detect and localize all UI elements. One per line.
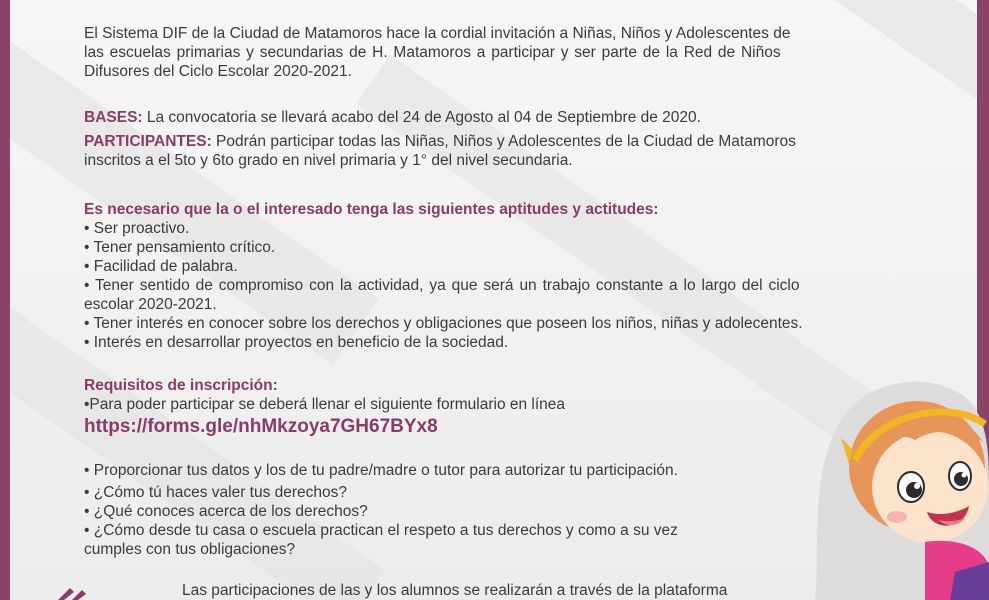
question-item: • ¿Cómo desde tu casa o escuela practican el respeto a tus derechos y como a su vez bbox=[84, 522, 678, 539]
aptitudes-heading: Es necesario que la o el interesado tenga las siguientes aptitudes y actitudes: bbox=[84, 201, 659, 218]
form-link[interactable]: https://forms.gle/nhMkzoya7GH67BYx8 bbox=[84, 416, 438, 437]
aptitude-item: • Tener interés en conocer sobre los derechos y obligaciones que poseen los niños, niñas y adolecentes. bbox=[84, 315, 803, 332]
question-item: • ¿Cómo tú haces valer tus derechos? bbox=[84, 484, 348, 501]
aptitude-item: • Ser proactivo. bbox=[84, 220, 190, 237]
questions-section bbox=[84, 461, 824, 559]
footer-line: Las participaciones de las y los alumnos se realizarán a través de la plataforma bbox=[182, 582, 728, 599]
partial-logo-icon bbox=[52, 584, 92, 600]
bases-text: La convocatoria se llevará acabo del 24 de Agosto al 04 de Septiembre de 2020. bbox=[142, 109, 701, 126]
footer-text bbox=[182, 581, 882, 600]
bases-label: BASES: bbox=[84, 109, 143, 126]
intro-line: Difusores del Ciclo Escolar 2020-2021. bbox=[84, 63, 352, 80]
participantes-line1: Podrán participar todas las Niñas, Niños y Adolescentes de la Ciudad de Matamoros bbox=[211, 133, 796, 150]
intro-paragraph bbox=[84, 24, 918, 81]
question-item: • Proporcionar tus datos y los de tu padre/madre o tutor para autorizar tu participación. bbox=[84, 462, 678, 479]
aptitude-item: escolar 2020-2021. bbox=[84, 296, 217, 313]
participantes-label: PARTICIPANTES: bbox=[84, 133, 212, 150]
intro-line: las escuelas primarias y secundarias de H. Matamoros a participar y ser parte de la Red de Niños bbox=[84, 44, 781, 61]
aptitude-item: • Tener sentido de compromiso con la actividad, ya que será un trabajo constante a lo largo del ciclo bbox=[84, 277, 800, 294]
left-border bbox=[0, 0, 10, 600]
bases-section bbox=[84, 108, 924, 127]
requisitos-heading: Requisitos de inscripción: bbox=[84, 377, 278, 394]
aptitude-item: • Facilidad de palabra. bbox=[84, 258, 238, 275]
question-item: cumples con tus obligaciones? bbox=[84, 541, 296, 558]
requisitos-section bbox=[84, 376, 924, 436]
participantes-section bbox=[84, 132, 924, 170]
girl-mascot-icon bbox=[815, 372, 989, 600]
aptitude-item: • Interés en desarrollar proyectos en beneficio de la sociedad. bbox=[84, 334, 509, 351]
question-item: • ¿Qué conoces acerca de los derechos? bbox=[84, 503, 368, 520]
aptitudes-section bbox=[84, 200, 924, 352]
intro-line: El Sistema DIF de la Ciudad de Matamoros hace la cordial invitación a Niñas, Niños y Adolescentes de bbox=[84, 25, 791, 42]
participantes-line2: inscritos a el 5to y 6to grado en nivel primaria y 1° del nivel secundaria. bbox=[84, 152, 573, 169]
requisitos-intro: •Para poder participar se deberá llenar el siguiente formulario en línea bbox=[84, 396, 566, 413]
aptitude-item: • Tener pensamiento crítico. bbox=[84, 239, 276, 256]
